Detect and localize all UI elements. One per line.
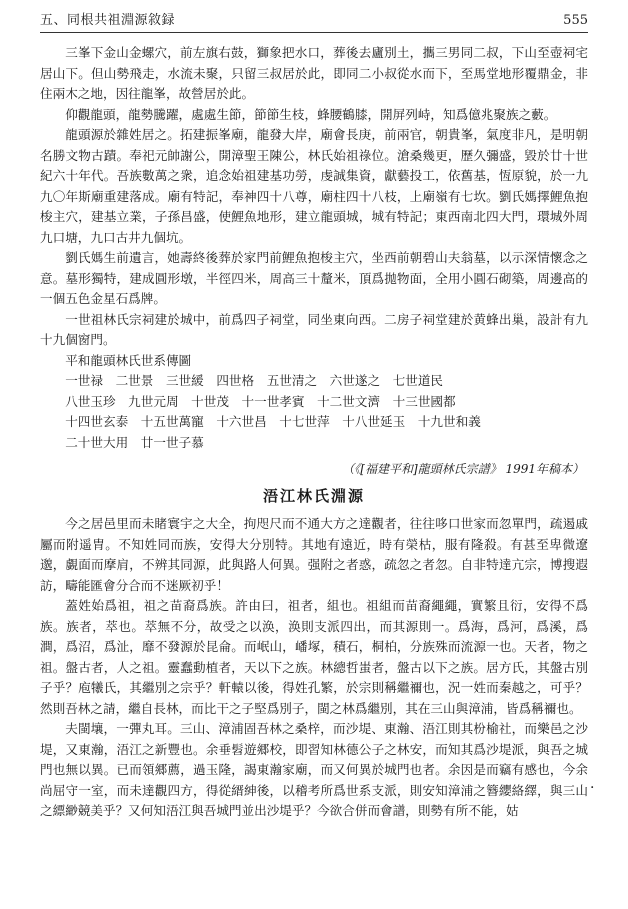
genealogy-chart-title: 平和龍頭林氏世系傳圖 <box>65 352 192 368</box>
paragraph: 仰觀龍頭，龍勢騰躍，處處生節，節節生枝，蜂腰鶴膝，開屏列峙，知爲億兆聚族之藪。 <box>65 106 557 122</box>
paragraph: 一世祖林氏宗祠建於城中，前爲四子祠堂，同坐東向西。二房子祠堂建於黄蜂出巢，設計有九十九個窗門。 <box>40 311 588 347</box>
paragraph: 今之居邑里而未睹寰宇之大全，拘咫尺而不通大方之達觀者，往往哆口世家而忽單門，疏遏戚屬而附遥胄。不知姓同而族，安得大分別特。其地有遠近，時有榮枯，服有隆殺。有甚至卑微遼邈，覷面而摩肩，不辨其同源，此與路人何異。强附之者惑，疏忽之者忽。自非特達亢宗，博搜遐訪，疇能匯會分合而不迷厥初乎！ <box>40 516 588 593</box>
generation-row: 八世玉珍 九世元周 十世茂 十一世孝賓 十二世文濟 十三世國都 <box>65 393 456 409</box>
running-title: 五、同根共祖淵源敘録 <box>40 13 176 28</box>
paragraph: 龍頭源於雜姓居之。拓建振峯廟，龍發大岸，廟會長庚，前兩官，朝貴峯，氣度非凡，是明朝名勝文物古蹟。奉祀元帥謝公，開漳聖王陳公，林氏始祖祿位。滄桑幾更，歷久彌盛，毀於廿十世紀六十年代。吾族數萬之衆，追念始祖建基功勞，虔誠集資，獻藝投工，依舊基，恆原貌，於一九九〇年斯廟重建落成。廟有特記，奉神四十八尊，廟柱四十八枝，上廟嶺有七坎。劉氏媽擇鯉魚抱梭主穴，建基立業，子孫昌盛，使鯉魚地形，建立龍頭城，城有特記；東西南北四大門，環城外周九口塘，九口古井九個坑。 <box>40 127 588 245</box>
page-number: 555 <box>563 13 588 28</box>
paragraph: 三峯下金山金螺穴，前左旗右鼓，獅象把水口，葬後去廬別土，攜三男同二叔，下山至壺祠宅居山下。但山勢飛走，水流未聚，只留三叔居於此，即同二小叔從水而下，至馬堂地形覆鼎金，非住兩木之地，因往龍峯，故營居於此。 <box>40 45 588 101</box>
paragraph: 蓋姓始爲祖，祖之苗裔爲族。許由曰，祖者，組也。祖組而苗裔繩繩，實繁且衍，安得不爲族。族者，萃也。萃無不分，故受之以涣，涣則支派四出，而其源則一。爲海，爲河，爲溪，爲澗，爲沼，爲沚，靡不發源於昆侖。而岷山，嶓塚，積石，桐柏，分族殊而流源一也。天者，物之祖。盤古者，人之祖。靈蠢動植者，天以下之族。林總哲蚩者，盤古以下之族。居方氏，其盤古別子乎？庖犧氏，其繼別之宗乎？軒轅以後，得姓孔繁，於宗則稱繼禰也，況一姓而秦越之，可乎？然則吾林之請，繼自長林，而比干之子堅爲別子，閩之林爲繼別，其在三山與漳浦，皆爲稱禰也。 <box>40 598 588 716</box>
margin-mark: · <box>590 780 595 796</box>
generation-row: 二十世大用 廿一世子慕 <box>65 434 204 450</box>
paragraph: 劉氏媽生前遺言，她壽終後葬於家門前鯉魚抱梭主穴，坐西前朝碧山夫翁墓，以示深情懷念之意。墓形獨特，建成圓形墩，半徑四米，周高三十釐米，頂爲拋物面，全用小圓石砌築，周邊高的一個五色金星石爲牌。 <box>40 250 588 306</box>
running-header <box>40 10 588 33</box>
generation-row: 一世禄 二世景 三世緩 四世格 五世清之 六世遂之 七世道民 <box>65 373 443 388</box>
section-heading: 浯江林氏淵源 <box>262 486 365 505</box>
genealogy-list <box>40 371 588 453</box>
paragraph: 夫閩壤，一彈丸耳。三山、漳浦固吾林之桑梓，而沙堤、東瀚、浯江則其枌榆社，而樂邑之沙堤，又東瀚，浯江之新豐也。余垂髫遊郷校，即習知林德公子之林安，而知其爲沙堤派，與吾之城門也無以異。已而領郷薦，過玉隆，謁東瀚家廟，而又何異於城門也者。余因是而竊有感也，今余尚屈守一室，而未達觀四方，得從縉紳後，以稽考所爲世系支派，則安知漳浦之簪纓絡繹，與三山之縹緲競美乎？又何知浯江與吾城門並出沙堤乎？今欲合併而會譜，則勢有所不能，姑 <box>40 721 588 818</box>
document-body <box>40 43 588 822</box>
source-citation: （《[福建平和]龍頭林氏宗譜》 1991年稿本） <box>342 462 584 476</box>
generation-row: 十四世玄泰 十五世萬寵 十六世昌 十七世萍 十八世延玉 十九世和義 <box>65 414 481 429</box>
